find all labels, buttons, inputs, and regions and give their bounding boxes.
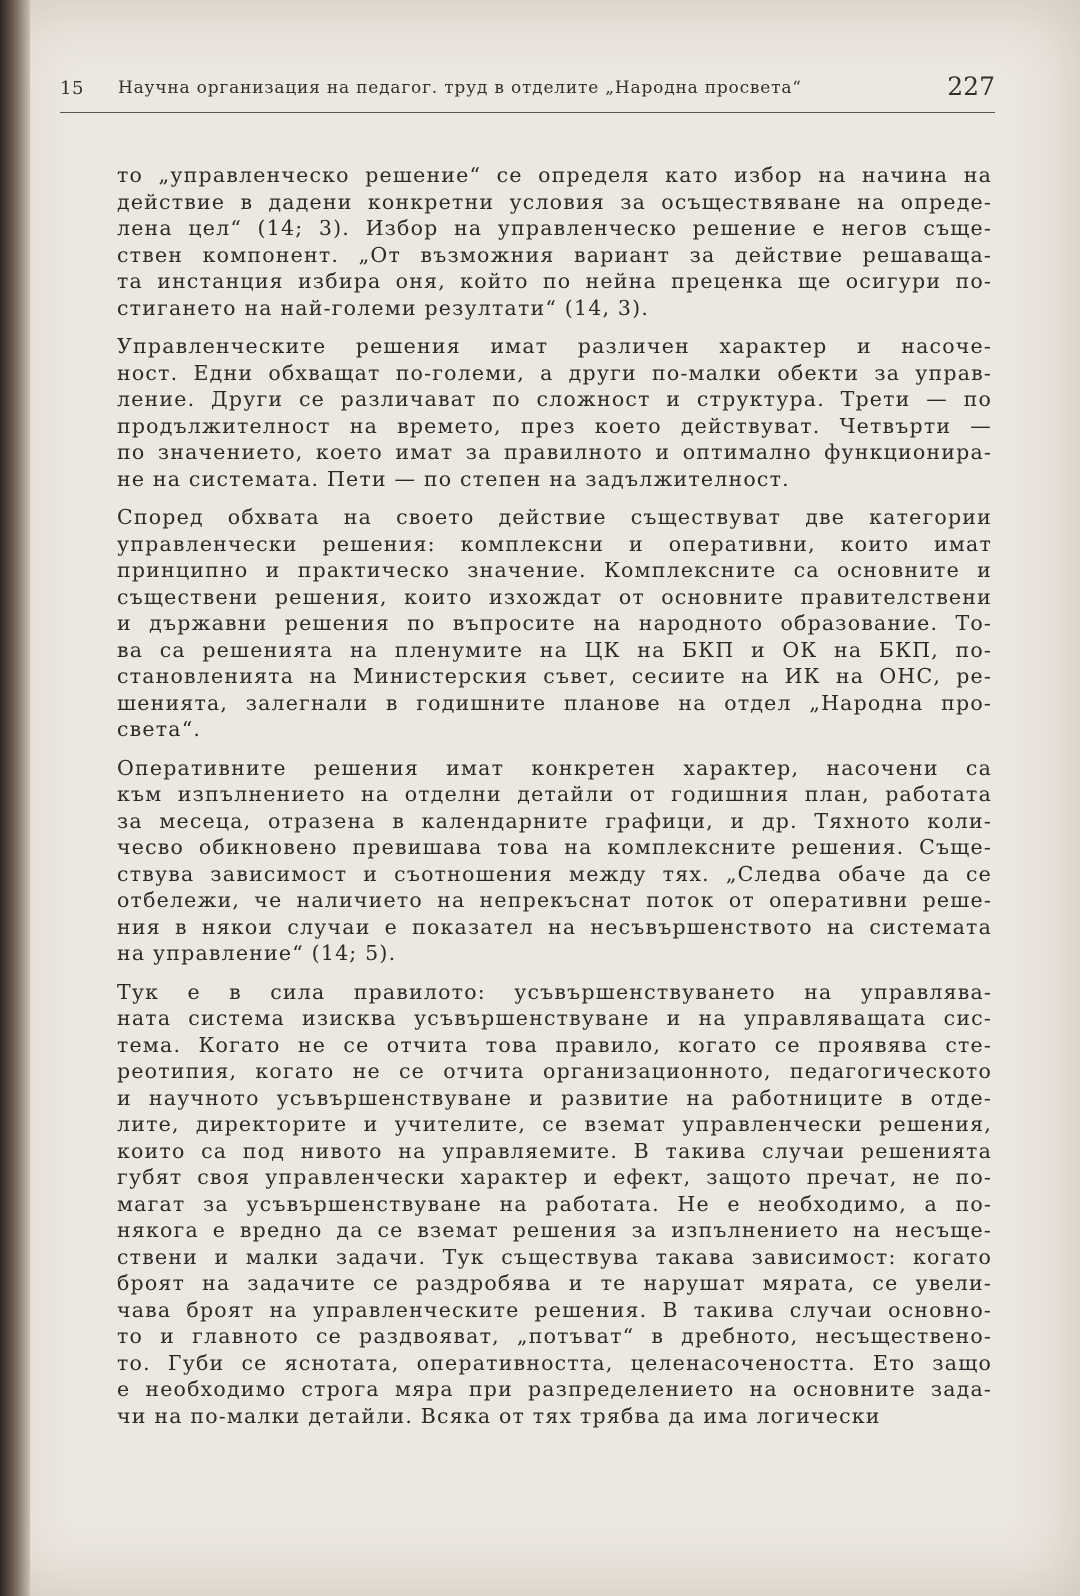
text-line: Управленческите решения имат различен характер и насоче-	[117, 334, 992, 358]
text-line: ва са решенията на пленумите на ЦК на БКП и ОК на БКП, по-	[117, 637, 992, 662]
paragraph	[117, 504, 992, 743]
page-number: 227	[947, 72, 995, 101]
text-line: ствени и малки задачи. Тук съществува такава зависимост: когато	[117, 1244, 992, 1269]
running-title: Научна организация на педагог. труд в отделите „Народна просвета“	[118, 78, 802, 98]
text-line: Според обхвата на своето действие съществуват две категории	[117, 505, 992, 529]
paragraph	[117, 162, 992, 321]
text-line: стигането на най-големи резултати“ (14, 3).	[117, 295, 650, 320]
text-line: ния в някои случаи е показател на несъвършенството на системата	[117, 914, 992, 939]
text-line: действие в дадени конкретни условия за осъществяване на опреде-	[117, 189, 992, 214]
text-line: лена цел“ (14; 3). Избор на управленческо решение е негов съще-	[117, 216, 992, 240]
book-binding-edge	[0, 0, 30, 1596]
text-line: и държавни решения по въпросите на народното образование. То-	[117, 611, 992, 635]
text-line: и научното усъвършенствуване и развитие на работниците в отде-	[117, 1085, 992, 1110]
text-line: към изпълнението на отделни детайли от годишния план, работата	[117, 782, 992, 806]
text-line: лите, директорите и учителите, се вземат управленчески решения,	[117, 1112, 992, 1136]
text-line: то. Губи се яснотата, оперативността, целенасочеността. Ето защо	[117, 1350, 992, 1375]
text-line: управленчески решения: комплексни и оперативни, които имат	[117, 531, 992, 556]
text-line: някога е вредно да се вземат решения за изпълнението на несъще-	[117, 1218, 992, 1242]
text-line: то „управленческо решение“ се определя като избор на начина на	[117, 163, 992, 187]
text-line: магат за усъвършенствуване на работата. Не е необходимо, а по-	[117, 1191, 992, 1216]
text-line: чава броят на управленческите решения. В такива случаи основно-	[117, 1297, 992, 1322]
paragraph	[117, 755, 992, 967]
text-line: чи на по-малки детайли. Всяка от тях трябва да има логически	[117, 1403, 881, 1428]
text-line: броят на задачите се раздробява и те нарушат мярата, се увели-	[117, 1271, 992, 1295]
text-line: за месеца, отразена в календарните графици, и др. Тяхното коли-	[117, 808, 992, 833]
text-line: по значението, което имат за правилното и оптимално функционира-	[117, 440, 992, 464]
header-rule	[60, 112, 995, 113]
text-line: тема. Когато не се отчита това правило, когато се проявява сте-	[117, 1032, 992, 1057]
text-line: становленията на Министерския съвет, сесиите на ИК на ОНС, ре-	[117, 664, 992, 688]
text-line: шенията, залегнали в годишните планове на отдел „Народна про-	[117, 690, 992, 715]
text-line: ната система изисква усъвършенствуване и на управляващата сис-	[117, 1006, 992, 1030]
text-line: то и главното се раздвояват, „потъват“ в дребното, несъществено-	[117, 1324, 992, 1348]
text-line: принципно и практическо значение. Комплексните са основните и	[117, 558, 992, 582]
text-line: губят своя управленчески характер и ефект, защото пречат, не по-	[117, 1165, 992, 1189]
section-number: 15	[60, 78, 84, 99]
text-line: които са под нивото на управляемите. В такива случаи решенията	[117, 1138, 992, 1163]
text-line: на управление“ (14; 5).	[117, 941, 397, 965]
text-line: отбележи, че наличието на непрекъснат поток от оперативни реше-	[117, 888, 992, 912]
text-line: ствен компонент. „От възможния вариант за действие решаваща-	[117, 242, 992, 267]
text-line: чесво обикновено превишава това на комплексните решения. Съще-	[117, 835, 992, 859]
text-line: та инстанция избира оня, който по нейна преценка ще осигури по-	[117, 269, 992, 293]
text-line: не на системата. Пети — по степен на задължителност.	[117, 466, 790, 491]
text-line: ствува зависимост и съотношения между тях. „Следва обаче да се	[117, 861, 992, 886]
running-header	[60, 72, 995, 112]
body-text	[117, 162, 992, 1441]
text-line: реотипия, когато не се отчита организационното, педагогическото	[117, 1059, 992, 1083]
text-line: ление. Други се различават по сложност и структура. Трети — по	[117, 387, 992, 411]
paragraph	[117, 333, 992, 492]
text-line: ност. Едни обхващат по-големи, а други по-малки обекти за управ-	[117, 360, 992, 385]
text-line: Тук е в сила правилото: усъвършенствуването на управлява-	[117, 979, 992, 1004]
text-line: е необходимо строга мяра при разпределението на основните зада-	[117, 1377, 992, 1401]
text-line: съществени решения, които изхождат от основните правителствени	[117, 584, 992, 609]
text-line: Оперативните решения имат конкретен характер, насочени са	[117, 755, 992, 780]
text-line: продължителност на времето, през което действуват. Четвърти —	[117, 413, 992, 438]
paragraph	[117, 979, 992, 1430]
text-line: света“.	[117, 717, 202, 741]
